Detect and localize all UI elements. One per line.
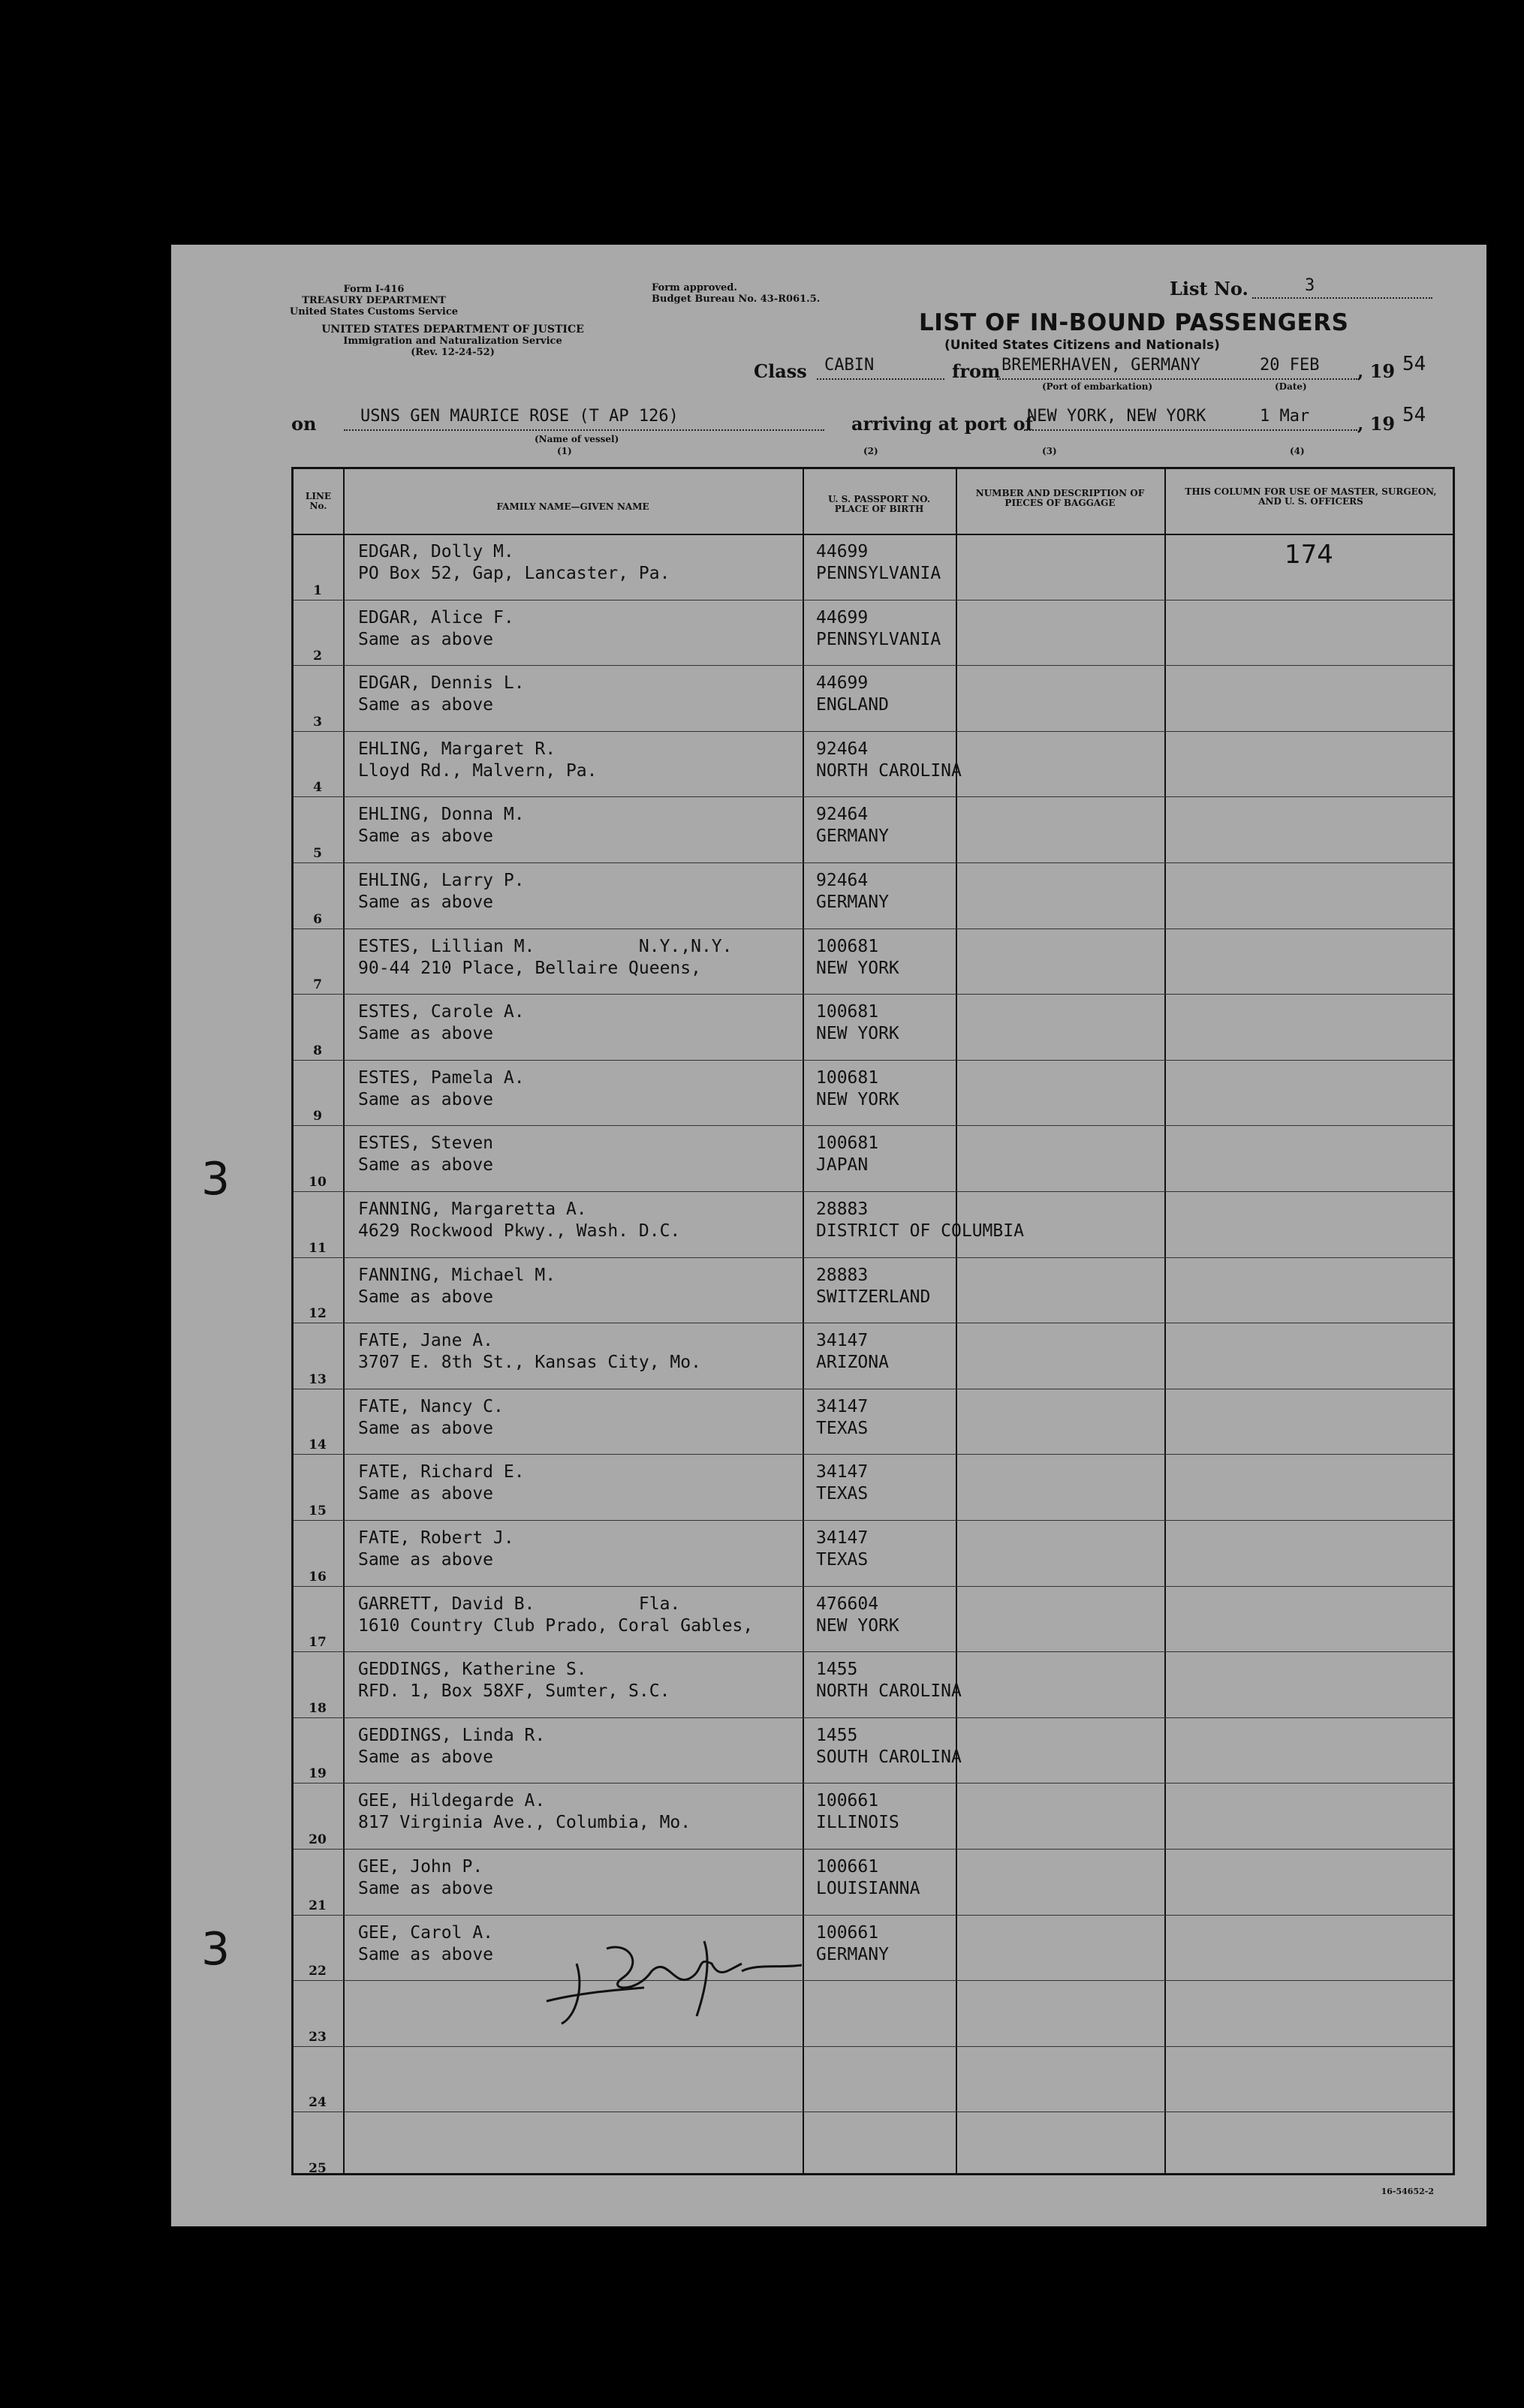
line-number: 19 [309, 1766, 327, 1782]
passport-number: 28883 [816, 1265, 869, 1285]
table-row [294, 731, 1453, 797]
passenger-name: FATE, Jane A. [358, 1331, 494, 1351]
caption-1: (1) [557, 446, 572, 456]
treasury-dept: TREASURY DEPARTMENT [302, 295, 446, 306]
passenger-address: Lloyd Rd., Malvern, Pa. [358, 760, 598, 781]
place-of-birth: NEW YORK [816, 958, 899, 978]
treasury-block [261, 284, 486, 318]
arrival-port: NEW YORK, NEW YORK [1027, 407, 1206, 426]
place-of-birth: ENGLAND [816, 695, 889, 715]
passport-number: 44699 [816, 607, 869, 628]
form-footer: 16-54652-2 [1381, 2187, 1434, 2196]
approval-block [652, 282, 820, 305]
passenger-address: Same as above [358, 1550, 494, 1570]
table-row [294, 1125, 1453, 1191]
passenger-address: Same as above [358, 629, 494, 649]
justice-block [276, 324, 629, 358]
line-number: 15 [309, 1503, 327, 1519]
passenger-address: Same as above [358, 695, 494, 715]
passenger-name: GEDDINGS, Katherine S. [358, 1660, 587, 1680]
passenger-name: EHLING, Margaret R. [358, 739, 556, 759]
passenger-address: 817 Virginia Ave., Columbia, Mo. [358, 1813, 691, 1833]
from-line [997, 378, 1357, 380]
list-no-label: List No. [1170, 278, 1248, 299]
passenger-name: EDGAR, Alice F. [358, 607, 514, 628]
line-number: 1 [313, 582, 322, 598]
class-value: CABIN [824, 356, 875, 375]
passenger-address: RFD. 1, Box 58XF, Sumter, S.C. [358, 1681, 670, 1702]
table-row [294, 1191, 1453, 1257]
passport-number: 100681 [816, 1133, 879, 1154]
col-passport: U. S. PASSPORT NO. PLACE OF BIRTH [827, 494, 931, 514]
on-label: on [291, 413, 317, 435]
revision: (Rev. 12-24-52) [411, 347, 495, 358]
passport-number: 92464 [816, 871, 869, 890]
line-number: 3 [313, 714, 322, 730]
passenger-name: EDGAR, Dennis L. [358, 673, 525, 694]
passenger-name: FATE, Richard E. [358, 1462, 525, 1482]
line-number: 2 [313, 649, 322, 664]
place-of-birth: NEW YORK [816, 1615, 899, 1636]
officer-note: 174 [1285, 540, 1333, 570]
passenger-name: GEE, John P. [358, 1857, 483, 1877]
year-2: 54 [1402, 404, 1426, 426]
form-title: LIST OF IN-BOUND PASSENGERS [919, 309, 1349, 336]
passenger-name: ESTES, Lillian M. N.Y.,N.Y. [358, 936, 733, 956]
passenger-address: 1610 Country Club Prado, Coral Gables, [358, 1615, 754, 1636]
line-number: 6 [313, 911, 322, 927]
form-approved: Form approved. [652, 282, 737, 293]
place-of-birth: SOUTH CAROLINA [816, 1747, 962, 1767]
port-embarkation-caption: (Port of embarkation) [1042, 381, 1153, 392]
manifest-page [171, 245, 1486, 2226]
passenger-address: Same as above [358, 826, 494, 847]
line-number: 20 [309, 1832, 327, 1847]
arrival-date: 1 Mar [1260, 407, 1310, 426]
place-of-birth: GERMANY [816, 826, 889, 847]
year-prefix-1: , 19 [1357, 360, 1396, 382]
passenger-name: EHLING, Larry P. [358, 871, 525, 890]
passport-number: 34147 [816, 1331, 869, 1351]
table-row [294, 1454, 1453, 1520]
passenger-address: 4629 Rockwood Pkwy., Wash. D.C. [358, 1221, 681, 1241]
year-prefix-2: , 19 [1357, 413, 1396, 435]
place-of-birth: PENNSYLVANIA [816, 629, 941, 649]
passenger-name: GARRETT, David B. Fla. [358, 1594, 681, 1614]
table-row [294, 1849, 1453, 1915]
vessel-caption: (Name of vessel) [535, 434, 619, 444]
from-label: from [952, 360, 1001, 382]
passenger-address: Same as above [358, 1089, 494, 1109]
line-number: 18 [309, 1700, 327, 1716]
line-number: 22 [309, 1964, 327, 1979]
line-number: 11 [309, 1240, 327, 1256]
line-number: 12 [309, 1306, 327, 1322]
col-name: FAMILY NAME—GIVEN NAME [496, 501, 649, 512]
passenger-name: EHLING, Donna M. [358, 805, 525, 825]
passenger-address: PO Box 52, Gap, Lancaster, Pa. [358, 564, 670, 583]
caption-4: (4) [1290, 446, 1305, 456]
passport-number: 100661 [816, 1857, 879, 1877]
form-subtitle: (United States Citizens and Nationals) [944, 338, 1220, 353]
passenger-name: FATE, Nancy C. [358, 1396, 504, 1416]
table-row [294, 1060, 1453, 1126]
passenger-name: ESTES, Carole A. [358, 1002, 525, 1022]
place-of-birth: ILLINOIS [816, 1813, 899, 1833]
line-number: 16 [309, 1569, 327, 1585]
table-row [294, 929, 1453, 995]
passenger-address: Same as above [358, 1024, 494, 1044]
line-number: 4 [313, 780, 322, 796]
line-number: 5 [313, 845, 322, 861]
list-no-value: 3 [1305, 276, 1315, 295]
table-row [294, 2112, 1453, 2178]
passenger-address: Same as above [358, 1418, 494, 1438]
officer-signature [532, 1919, 847, 2031]
table-row [294, 1389, 1453, 1455]
table-row [294, 862, 1453, 929]
place-of-birth: PENNSYLVANIA [816, 564, 941, 583]
table-row [294, 1783, 1453, 1849]
passenger-address: 3707 E. 8th St., Kansas City, Mo. [358, 1353, 701, 1373]
passenger-name: ESTES, Steven [358, 1133, 494, 1154]
table-row [294, 1915, 1453, 1981]
customs-service: United States Customs Service [289, 306, 459, 318]
line-number: 21 [309, 1898, 327, 1913]
class-label: Class [754, 360, 807, 382]
passenger-name: EDGAR, Dolly M. [358, 542, 514, 561]
line-number: 14 [309, 1437, 327, 1453]
place-of-birth: NORTH CAROLINA [816, 1681, 962, 1702]
place-of-birth: TEXAS [816, 1418, 869, 1438]
passport-number: 100661 [816, 1791, 879, 1811]
passenger-address: Same as above [358, 1879, 494, 1898]
passport-number: 100681 [816, 936, 879, 956]
date-caption: (Date) [1275, 381, 1307, 392]
table-row [294, 1980, 1453, 2046]
arrival-line [1024, 429, 1357, 431]
place-of-birth: NEW YORK [816, 1024, 899, 1044]
place-of-birth: JAPAN [816, 1155, 869, 1175]
passenger-name: GEE, Carol A. [358, 1922, 494, 1943]
passenger-name: GEE, Hildegarde A. [358, 1791, 546, 1811]
table-row [294, 2046, 1453, 2112]
line-number: 24 [309, 2095, 327, 2111]
budget-bureau: Budget Bureau No. 43-R061.5. [652, 293, 821, 305]
col-baggage: NUMBER AND DESCRIPTION OF PIECES OF BAGGAGE [975, 488, 1145, 508]
caption-2: (2) [863, 446, 878, 456]
list-no-line [1252, 297, 1432, 299]
place-of-birth: ARIZONA [816, 1353, 889, 1373]
from-value: BREMERHAVEN, GERMANY [1001, 356, 1200, 375]
place-of-birth: DISTRICT OF COLUMBIA [816, 1221, 1024, 1241]
passenger-name: FANNING, Michael M. [358, 1265, 556, 1285]
passenger-name: ESTES, Pamela A. [358, 1067, 525, 1088]
ins: Immigration and Naturalization Service [343, 336, 562, 347]
year-1: 54 [1402, 353, 1426, 375]
line-number: 17 [309, 1635, 327, 1651]
passport-number: 28883 [816, 1199, 869, 1219]
table-row [294, 1257, 1453, 1323]
col-officers: THIS COLUMN FOR USE OF MASTER, SURGEON, AND U. S. OFFICERS [1185, 486, 1437, 507]
passenger-name: GEDDINGS, Linda R. [358, 1725, 546, 1745]
line-number: 10 [309, 1174, 327, 1190]
table-row [294, 1520, 1453, 1586]
table-row [294, 796, 1453, 862]
passenger-address: Same as above [358, 1287, 494, 1307]
passport-number: 34147 [816, 1396, 869, 1416]
margin-mark: 3 [201, 1153, 230, 1206]
place-of-birth: LOUISIANNA [816, 1879, 920, 1898]
place-of-birth: TEXAS [816, 1484, 869, 1504]
passenger-address: Same as above [358, 892, 494, 912]
table-row [294, 994, 1453, 1060]
passenger-address: Same as above [358, 1484, 494, 1504]
line-number: 25 [309, 2160, 327, 2176]
place-of-birth: GERMANY [816, 1944, 889, 1964]
arriving-label: arriving at port of [851, 413, 1033, 435]
passenger-name: FATE, Robert J. [358, 1528, 514, 1548]
line-number: 23 [309, 2029, 327, 2045]
class-line [817, 378, 944, 380]
passport-number: 1455 [816, 1725, 858, 1745]
table-row [294, 1651, 1453, 1717]
line-number: 7 [313, 977, 322, 993]
place-of-birth: NEW YORK [816, 1089, 899, 1109]
passport-number: 100661 [816, 1922, 879, 1943]
caption-3: (3) [1042, 446, 1057, 456]
place-of-birth: NORTH CAROLINA [816, 760, 962, 781]
margin-mark: 3 [201, 1923, 230, 1976]
vessel-line [344, 429, 824, 431]
from-date: 20 FEB [1260, 356, 1320, 375]
form-number: Form I-416 [343, 284, 405, 295]
passenger-address: Same as above [358, 1944, 494, 1964]
passport-number: 100681 [816, 1067, 879, 1088]
passport-number: 92464 [816, 739, 869, 759]
passport-number: 34147 [816, 1462, 869, 1482]
table-row [294, 534, 1453, 600]
place-of-birth: GERMANY [816, 892, 889, 912]
place-of-birth: SWITZERLAND [816, 1287, 931, 1307]
line-number: 13 [309, 1371, 327, 1387]
passport-number: 100681 [816, 1002, 879, 1022]
vessel-name: USNS GEN MAURICE ROSE (T AP 126) [360, 407, 679, 426]
passenger-address: Same as above [358, 1747, 494, 1767]
place-of-birth: TEXAS [816, 1550, 869, 1570]
justice-dept: UNITED STATES DEPARTMENT OF JUSTICE [321, 324, 584, 336]
passport-number: 44699 [816, 542, 869, 561]
passport-number: 92464 [816, 805, 869, 825]
line-number: 8 [313, 1043, 322, 1058]
table-row [294, 1323, 1453, 1389]
passport-number: 1455 [816, 1660, 858, 1680]
passenger-address: Same as above [358, 1155, 494, 1175]
passport-number: 476604 [816, 1594, 879, 1614]
line-number: 9 [313, 1109, 322, 1124]
table-row [294, 1717, 1453, 1783]
passport-number: 34147 [816, 1528, 869, 1548]
table-row [294, 1586, 1453, 1652]
col-line-no: LINE No. [305, 491, 332, 511]
table-row [294, 665, 1453, 731]
passenger-table [291, 467, 1455, 2175]
passenger-address: 90-44 210 Place, Bellaire Queens, [358, 958, 701, 978]
passport-number: 44699 [816, 673, 869, 694]
table-row [294, 600, 1453, 666]
passenger-name: FANNING, Margaretta A. [358, 1199, 587, 1219]
